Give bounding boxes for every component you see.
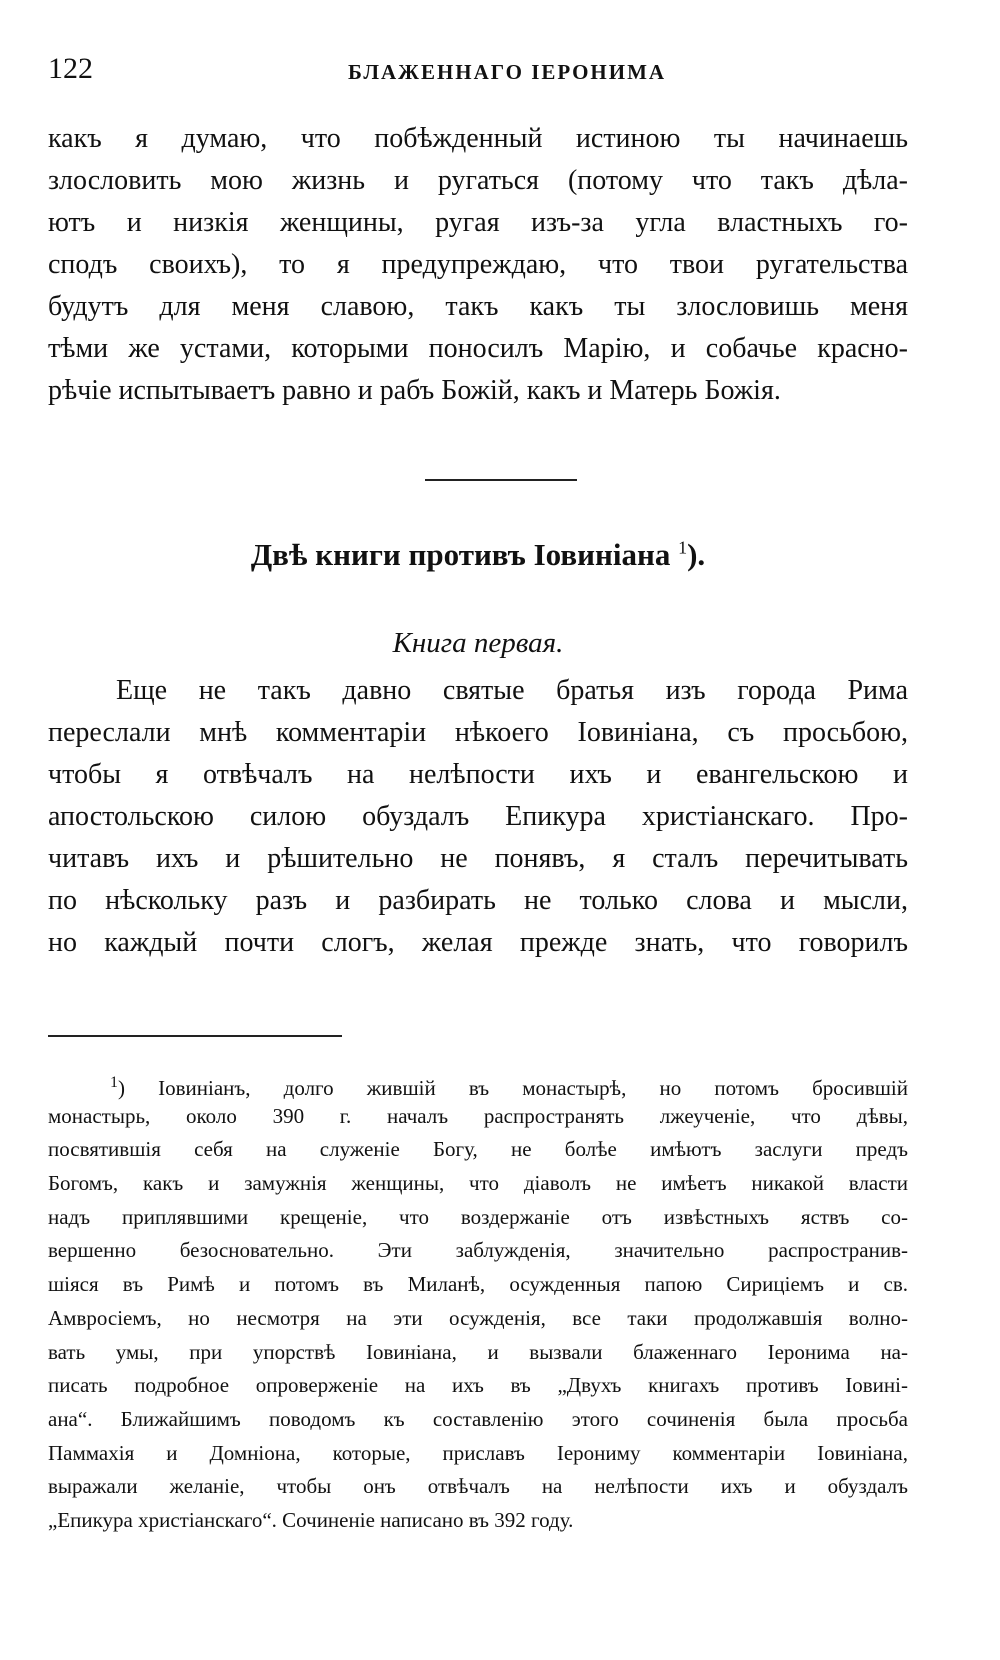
text-line: Еще не такъ давно святые братья изъ города Рима bbox=[116, 675, 908, 706]
footnote-first-line bbox=[48, 1066, 908, 1100]
footnote-line: посвятившія себя на служеніе Богу, не болѣе имѣютъ заслуги предъ bbox=[48, 1137, 908, 1162]
footnote-line: „Епикура христіанскаго“. Сочиненіе написано въ 392 году. bbox=[48, 1507, 574, 1532]
section-title bbox=[48, 537, 908, 573]
section-separator bbox=[425, 479, 577, 481]
footnote-text: Іовиніанъ, долго жившій въ монастырѣ, но потомъ бросившій bbox=[158, 1076, 909, 1100]
footnote-rule bbox=[48, 1035, 342, 1037]
text-line: злословить мою жизнь и ругаться (потому что такъ дѣла- bbox=[48, 165, 908, 196]
footnote-reference: 1 bbox=[678, 537, 688, 558]
footnote-line: Амвросіемъ, но несмотря на эти осужденія, все таки продолжавшія волно- bbox=[48, 1305, 908, 1330]
section-subtitle: Книга первая. bbox=[392, 627, 564, 659]
footnote-line: Паммахія и Домніона, которые, приславъ Іерониму комментаріи Іовиніана, bbox=[48, 1440, 908, 1465]
body-paragraph bbox=[48, 670, 908, 964]
footnote-line: монастырь, около 390 г. началъ распространять лжеученіе, что дѣвы, bbox=[48, 1103, 908, 1128]
footnote-line: надъ приплявшими крещеніе, что воздержаніе отъ извѣстныхъ яствъ со- bbox=[48, 1204, 908, 1229]
footnote-line: вать умы, при упорствѣ Іовиніана, и вызвали блаженнаго Іеронима на- bbox=[48, 1339, 908, 1364]
top-paragraph bbox=[48, 118, 908, 412]
footnote-line: выражали желаніе, чтобы онъ отвѣчалъ на нелѣпости ихъ и обуздалъ bbox=[48, 1474, 908, 1499]
text-line: чтобы я отвѣчалъ на нелѣпости ихъ и евангельскою и bbox=[48, 759, 908, 790]
footnote-line: вершенно безосновательно. Эти заблужденія, значительно распространив- bbox=[48, 1238, 908, 1263]
page-number: 122 bbox=[48, 52, 93, 85]
footnote-marker-end: ) bbox=[118, 1076, 125, 1100]
footnote-marker: 1 bbox=[110, 1074, 118, 1091]
text-line: читавъ ихъ и рѣшительно не понявъ, я сталъ перечитывать bbox=[48, 843, 908, 874]
footnote bbox=[48, 1066, 908, 1538]
section-title-end: ). bbox=[687, 537, 706, 572]
text-line: по нѣскольку разъ и разбирать не только слова и мысли, bbox=[48, 885, 908, 916]
footnote-line: шіяся въ Римѣ и потомъ въ Миланѣ, осужденныя папою Сириціемъ и св. bbox=[48, 1272, 908, 1297]
section-title-text: Двѣ книги противъ Іовиніана bbox=[250, 537, 671, 572]
text-line: сподъ своихъ), то я предупреждаю, что твои ругательства bbox=[48, 249, 908, 280]
text-line: но каждый почти слогъ, желая прежде знать, что говорилъ bbox=[48, 927, 908, 958]
footnote-line: писать подробное опроверженіе на ихъ въ „Двухъ книгахъ противъ Іовині- bbox=[48, 1373, 908, 1398]
text-line: рѣчіе испытываетъ равно и рабъ Божій, какъ и Матерь Божія. bbox=[48, 375, 781, 406]
text-line: апостольскою силою обуздалъ Епикура христіанскаго. Про- bbox=[48, 801, 908, 832]
footnote-line: ана“. Ближайшимъ поводомъ къ составленію этого сочиненія была просьба bbox=[48, 1406, 908, 1431]
footnote-line: Богомъ, какъ и замужнія женщины, что діаволъ не имѣетъ никакой власти bbox=[48, 1171, 908, 1196]
running-title: БЛАЖЕННАГО ІЕРОНИМА bbox=[348, 60, 667, 84]
text-line: переслали мнѣ комментаріи нѣкоего Іовиніана, съ просьбою, bbox=[48, 717, 908, 748]
running-head bbox=[48, 52, 908, 92]
text-line: какъ я думаю, что побѣжденный истиною ты начинаешь bbox=[48, 123, 908, 154]
text-line: будутъ для меня славою, такъ какъ ты злословишь меня bbox=[48, 291, 908, 322]
text-line: ютъ и низкія женщины, ругая изъ-за угла властныхъ го- bbox=[48, 207, 908, 238]
text-line: тѣми же устами, которыми поносилъ Марію, и собачье красно- bbox=[48, 333, 908, 364]
